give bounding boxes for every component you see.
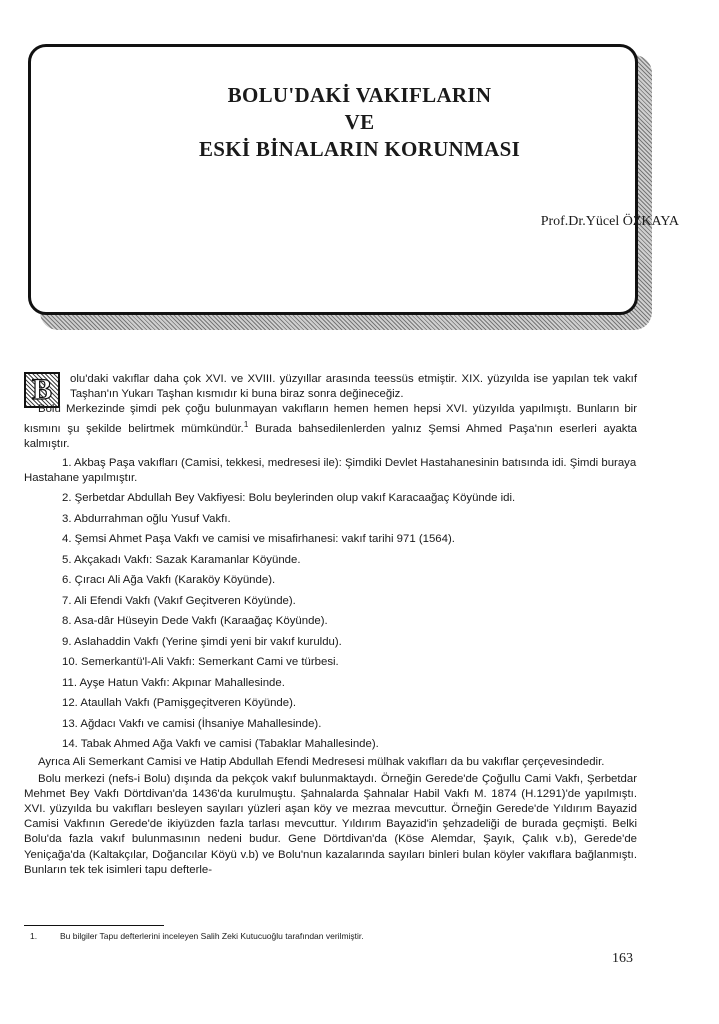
paragraph-2-text: Bolu Merkezinde şimdi pek çoğu bulunmayan vakıfların hemen hemen hepsi XVI. yüzyılda yapılmıştı. Bunların bir kısmını şu şekilde belirtmek mümkündür.	[24, 403, 637, 436]
list-item: 12. Ataullah Vakfı (Pamişgeçitveren Köyünde).	[62, 697, 297, 710]
footnote-divider	[24, 925, 164, 926]
vakif-list	[24, 456, 637, 755]
paragraph-2	[24, 402, 637, 452]
list-item: 14. Tabak Ahmed Ağa Vakfı ve camisi (Tabaklar Mahallesinde).	[62, 738, 379, 751]
drop-cap-letter: B	[31, 373, 52, 406]
title-line-3: ESKİ BİNALARIN KORUNMASI	[198, 137, 521, 161]
list-item: 9. Aslahaddin Vakfı (Yerine şimdi yeni bir vakıf kuruldu).	[62, 635, 342, 648]
paragraph-2-text-end: Burada bahsedilenlerden yalnız Şemsi Ahmed Paşa'nın eserleri ayakta kalmıştır.	[24, 423, 637, 451]
author: Prof.Dr.Yücel ÖZKAYA	[540, 214, 679, 229]
list-item: 11. Ayşe Hatun Vakfı: Akpınar Mahallesinde.	[62, 676, 285, 689]
article-body	[24, 372, 637, 878]
paragraph-4: Bolu merkezi (nefs-i Bolu) dışında da pekçok vakıf bulunmaktaydı. Örneğin Gerede'de Çoğullu Cami Vakfı, Şerbetdar Mehmet Bey Vakfı Dörtdivan'da 1436'da kurulmuştu. Şahnalarda Şahnalar Habil Vakfı M. 1874 (H.1291)'de yapılmıştı. XVI. yüzyılda bu vakıfları besleyen sayıları yüzleri aşan köy ve mezraa mevcuttur. Örneğin Gerede'de Yıldırım Bayazid Camisi Vakfının Gerede'de ikiyüzden fazla tarlası mevcuttur. Yıldırım Bayazid'in şehzadeliği de burada geçmişti. Belki Bolu'da fazla vakıf bulunmasının nedeni budur. Gene Dörtdivan'da (Köse Alemdar, Şayık, Çalık v.b), Gerede'de Yeniçağa'da (Kaltakçılar, Doğancılar Köyü v.b) ve Bolu'nun kazalarında sayıları binleri bulan köyler vakıflara bağlanmıştı. Bunların tek tek isimleri tapu defterle-	[24, 773, 637, 876]
article-title	[0, 82, 719, 163]
list-item: 6. Çıracı Ali Ağa Vakfı (Karaköy Köyünde).	[62, 574, 276, 587]
list-item: 13. Ağdacı Vakfı ve camisi (İhsaniye Mahallesinde).	[62, 717, 322, 730]
footnote-text: Bu bilgiler Tapu defterlerini inceleyen Salih Zeki Kutucuoğlu tarafından verilmiştir.	[60, 931, 364, 941]
footnote-ref: 1	[243, 420, 249, 430]
title-line-2: VE	[344, 110, 375, 134]
intro-paragraph: olu'daki vakıflar daha çok XVI. ve XVIII. yüzyıllar arasında teessüs etmiştir. XIX. yüzyılda ise yapılan tek vakıf Taşhan'ın Yukarı Taşhan kısmıdır ki buna biraz sonra değineceğiz.	[70, 373, 637, 401]
list-item: 4. Şemsi Ahmet Paşa Vakfı ve camisi ve misafirhanesi: vakıf tarihi 971 (1564).	[62, 533, 455, 546]
footnote-number: 1.	[30, 931, 38, 941]
title-line-1: BOLU'DAKİ VAKIFLARIN	[227, 83, 492, 107]
list-item: 2. Şerbetdar Abdullah Bey Vakfiyesi: Bolu beylerinden olup vakıf Karacaağaç Köyünde idi.	[62, 492, 516, 505]
page-number: 163	[612, 951, 633, 966]
list-item: 8. Asa-dâr Hüseyin Dede Vakfı (Karaağaç Köyünde).	[62, 615, 328, 628]
paragraph-3: Ayrıca Ali Semerkant Camisi ve Hatip Abdullah Efendi Medresesi mülhak vakıfları da bu vakıflar çerçevesindedir.	[38, 755, 605, 768]
list-item: 7. Ali Efendi Vakfı (Vakıf Geçitveren Köyünde).	[62, 594, 296, 607]
list-item: 3. Abdurrahman oğlu Yusuf Vakfı.	[62, 512, 231, 525]
footnote	[30, 931, 364, 941]
list-item: 1. Akbaş Paşa vakıfları (Camisi, tekkesi, medresesi ile): Şimdiki Devlet Hastahanesinin batısında idi. Şimdi buraya Hastahane yapılmıştır.	[24, 457, 637, 485]
list-item: 10. Semerkantü'l-Ali Vakfı: Semerkant Cami ve türbesi.	[62, 656, 339, 669]
list-item: 5. Akçakadı Vakfı: Sazak Karamanlar Köyünde.	[62, 553, 301, 566]
